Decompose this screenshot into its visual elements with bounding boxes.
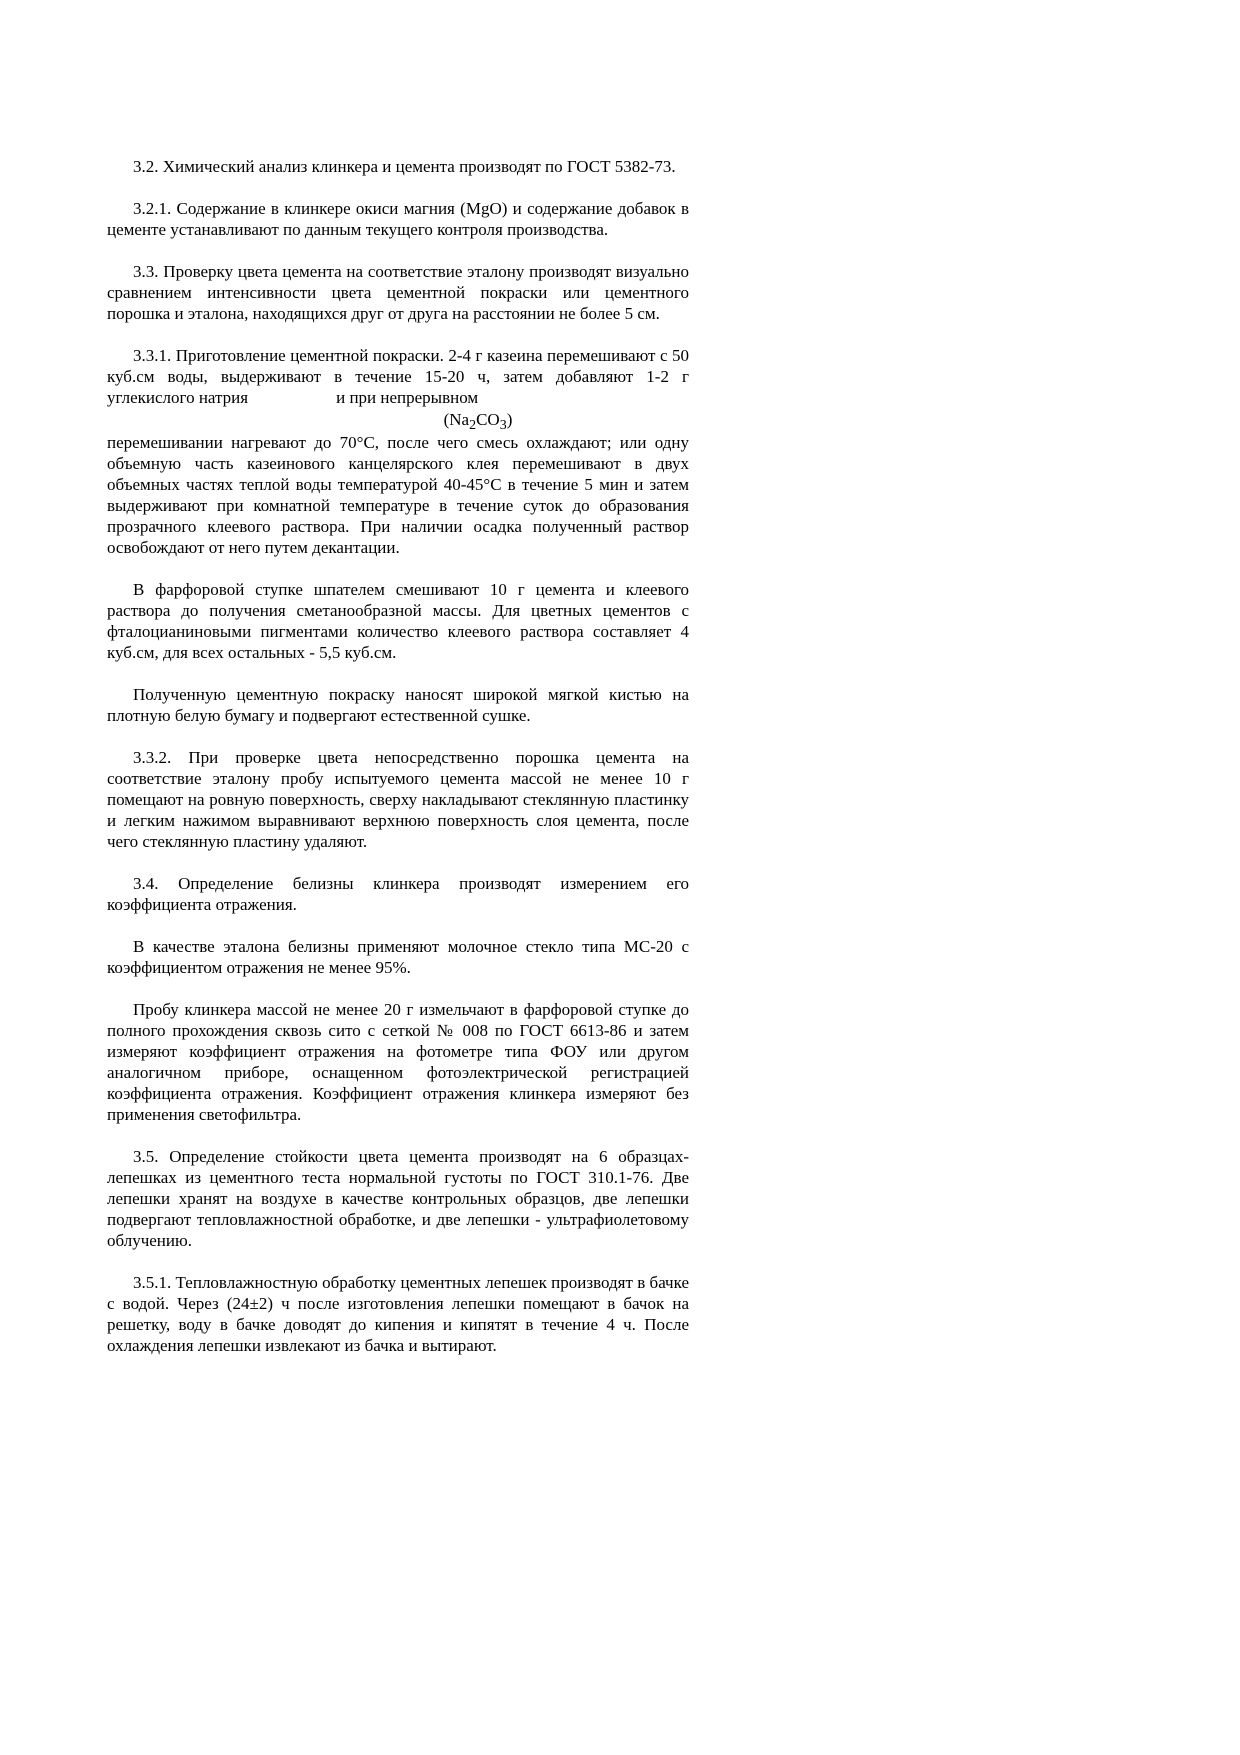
paragraph-3-3: 3.3. Проверку цвета цемента на соответствие эталону производят визуально сравнением интенсивности цвета цементной покраски или цементного порошка и эталона, находящихся друг от друга на расстоянии не более 5 см.: [107, 262, 689, 323]
paragraph-3-4: 3.4. Определение белизны клинкера производят измерением его коэффициента отражения.: [107, 874, 689, 914]
paragraph-text-after-formula: и при непрерывном: [336, 388, 479, 407]
chemical-formula: [107, 409, 689, 433]
formula-part: ): [506, 410, 513, 429]
paragraph-paint-application: Полученную цементную покраску наносят широкой мягкой кистью на плотную белую бумагу и подвергают естественной сушке.: [107, 685, 689, 725]
paragraph-3-5-1: 3.5.1. Тепловлажностную обработку цементных лепешек производят в бачке с водой. Через (24±2) ч после изготовления лепешки помещают в бачок на решетку, воду в бачке доводят до кипения и кипятят в течение 4 ч. После охлаждения лепешки извлекают из бачка и вытирают.: [107, 1273, 689, 1355]
formula-subscript: 2: [469, 418, 477, 433]
paragraph-text-before-formula: 3.3.1. Приготовление цементной покраски. 2-4 г казеина перемешивают с 50 куб.см воды, выдерживают в течение 15-20 ч, затем добавляют 1-2 г углекислого натрия: [107, 346, 689, 407]
paragraph-whiteness-etalon: В качестве эталона белизны применяют молочное стекло типа МС-20 с коэффициентом отражения не менее 95%.: [107, 937, 689, 977]
paragraph-3-5: 3.5. Определение стойкости цвета цемента производят на 6 образцах-лепешках из цементного теста нормальной густоты по ГОСТ 310.1-76. Две лепешки хранят на воздухе в качестве контрольных образцов, две лепешки подвергают тепловлажностной обработке, и две лепешки - ультрафиолетовому облучению.: [107, 1147, 689, 1250]
paragraph-3-2-1: 3.2.1. Содержание в клинкере окиси магния (MgO) и содержание добавок в цементе устанавливают по данным текущего контроля производства.: [107, 199, 689, 239]
paragraph-mortar-mixing: В фарфоровой ступке шпателем смешивают 10 г цемента и клеевого раствора до получения сметанообразной массы. Для цветных цементов с фталоцианиновыми пигментами количество клеевого раствора составляет 4 куб.см, для всех остальных - 5,5 куб.см.: [107, 580, 689, 662]
formula-anchor-gap: [248, 402, 336, 403]
document-body: [107, 156, 689, 1377]
formula-subscript: 3: [499, 418, 507, 433]
paragraph-clinker-sample: Пробу клинкера массой не менее 20 г измельчают в фарфоровой ступке до полного прохождения сквозь сито с сеткой № 008 по ГОСТ 6613-86 и затем измеряют коэффициент отражения на фотометре типа ФОУ или другом аналогичном приборе, оснащенном фотоэлектрической регистрацией коэффициента отражения. Коэффициент отражения клинкера измеряют без применения светофильтра.: [107, 1000, 689, 1124]
formula-part: (Na: [443, 410, 470, 429]
formula-part: CO: [476, 410, 500, 429]
paragraph-3-3-1-continuation: перемешивании нагревают до 70°С, после чего смесь охлаждают; или одну объемную часть казеинового канцелярского клея перемешивают в двух объемных частях теплой воды температурой 40-45°С в течение 5 мин и затем выдерживают при комнатной температуре в течение суток до образования прозрачного клеевого раствора. При наличии осадка полученный раствор освобождают от него путем декантации.: [107, 433, 689, 557]
paragraph-3-3-2: 3.3.2. При проверке цвета непосредственно порошка цемента на соответствие эталону пробу испытуемого цемента массой не менее 10 г помещают на ровную поверхность, сверху накладывают стеклянную пластинку и легким нажимом выравнивают верхнюю поверхность слоя цемента, после чего стеклянную пластину удаляют.: [107, 748, 689, 851]
paragraph-3-2: 3.2. Химический анализ клинкера и цемента производят по ГОСТ 5382-73.: [133, 157, 676, 176]
paragraph-3-3-1-lead: [107, 345, 689, 408]
